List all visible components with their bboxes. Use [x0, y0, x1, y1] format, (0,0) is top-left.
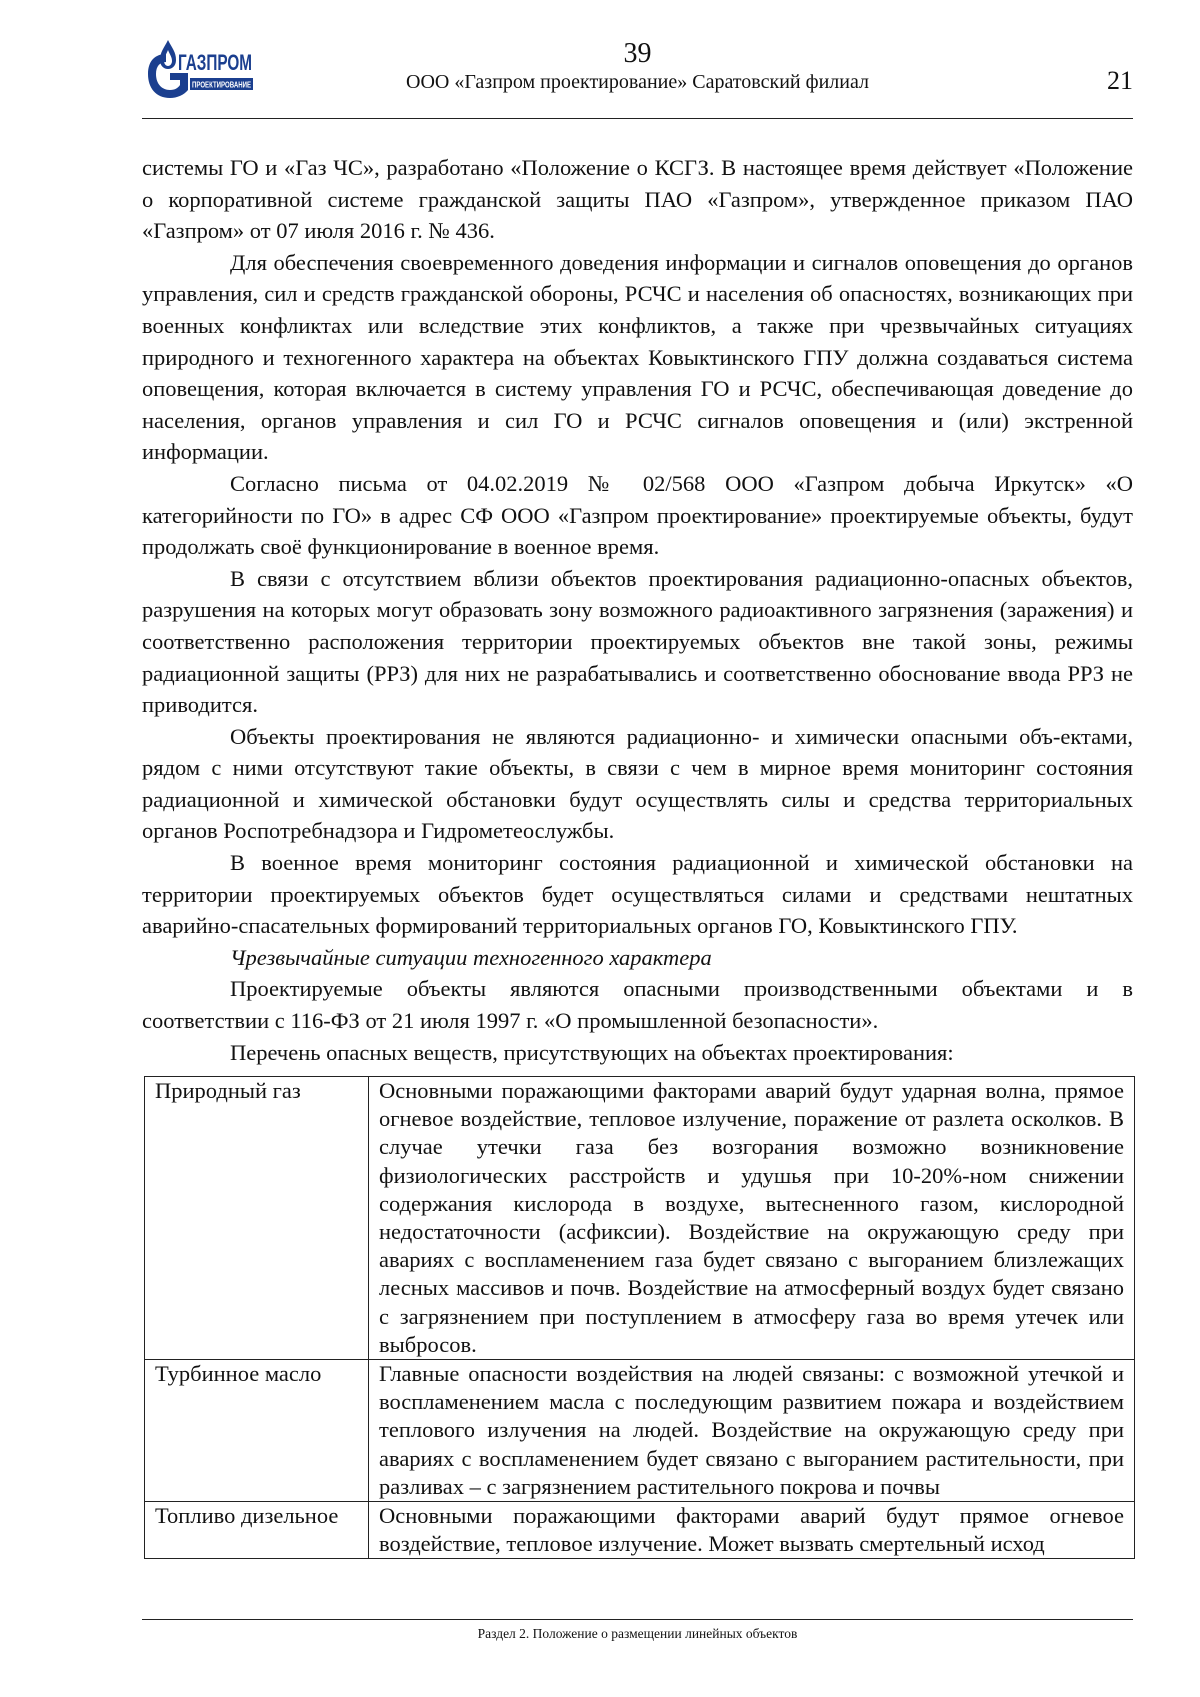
table-caption: Перечень опасных веществ, присутствующих на объектах проектирования: [230, 1039, 954, 1065]
table-row [145, 1502, 1135, 1559]
substance-cell: Топливо дизельное [145, 1502, 369, 1559]
paragraph: Проектируемые объекты являются опасными производственными объектами и в соответствии с 116-ФЗ от 21 июля 1997 г. «О промышленной безопасности». [142, 976, 1133, 1034]
document-body [142, 152, 1133, 1068]
page-footer: Раздел 2. Положение о размещении линейных объектов [142, 1619, 1133, 1642]
description-cell: Основными поражающими факторами аварий будут ударная волна, прямое огневое воздействие, тепловое излучение, поражение от разлета осколков. В случае утечки газа без возгорания возможно возникновение физиологических расстройств и удушья при 10-20%-ном снижении содержания кислорода в воздухе, вытесненного газом, кислородной недостаточности (асфиксии). Воздействие на окружающую среду при авариях с воспламенением газа будет связано с выгоранием близлежащих лесных массивов и почв. Воздействие на атмосферный воздух будет связано с загрязнением при поступлением в атмосферу газа во время утечек или выбросов. [369, 1077, 1135, 1360]
hazardous-substances-table [144, 1076, 1135, 1559]
paragraph: Для обеспечения своевременного доведения информации и сигналов оповещения до органов управления, сил и средств гражданской обороны, РСЧС и населения об опасностях, возникающих при военных конфликтах или вследствие этих конфликтов, а также при чрезвычайных ситуациях природного и техногенного характера на объектах Ковыктинского ГПУ должна создаваться система оповещения, которая включается в систему управления ГО и РСЧС, обеспечивающая доведение до населения, органов управления и сил ГО и РСЧС сигналов оповещения и (или) экстренной информации. [142, 249, 1133, 465]
paragraph: В связи с отсутствием вблизи объектов проектирования радиационно-опасных объектов, разрушения на которых могут образовать зону возможного радиоактивного загрязнения (заражения) и соответственно расположения территории проектируемых объектов вне такой зоны, режимы радиационной защиты (РРЗ) для них не разрабатывались и соответственно обоснование ввода РРЗ не приводится. [142, 565, 1133, 718]
table-row [145, 1360, 1135, 1502]
substance-cell: Природный газ [145, 1077, 369, 1360]
description-cell: Основными поражающими факторами аварий будут прямое огневое воздействие, тепловое излучение. Может вызвать смертельный исход [369, 1502, 1135, 1559]
paragraph: системы ГО и «Газ ЧС», разработано «Положение о КСГЗ. В настоящее время действует «Положение о корпоративной системе гражданской защиты ПАО «Газпром», утвержденное приказом ПАО «Газпром» от 07 июля 2016 г. № 436. [142, 155, 1133, 244]
logo-text: ГАЗПРОМ [178, 50, 252, 75]
page-header [142, 28, 1133, 119]
page-number-top: 39 [623, 38, 652, 69]
logo-subtext: ПРОЕКТИРОВАНИЕ [192, 80, 252, 90]
paragraph: Объекты проектирования не являются радиационно- и химически опасными объ-ектами, рядом с ними отсутствуют такие объекты, в связи с чем в мирное время мониторинг состояния радиационной и химической обстановки будут осуществлять силы и средства территориальных органов Роспотребнадзора и Гидрометеослужбы. [142, 723, 1133, 844]
substance-cell: Турбинное масло [145, 1360, 369, 1502]
table-row [145, 1077, 1135, 1360]
sheet-number: 21 [1107, 66, 1133, 95]
description-cell: Главные опасности воздействия на людей связаны: с возможной утечкой и воспламенением масла с последующим развитием пожара и воздействием теплового излучения на людей. Воздействие на окружающую среду при авариях с воспламенением будет связано с выгоранием растительности, при разливах – с загрязнением растительного покрова и почвы [369, 1360, 1135, 1502]
paragraph: Согласно письма от 04.02.2019 № 02/568 ООО «Газпром добыча Иркутск» «О категорийности по ГО» в адрес СФ ООО «Газпром проектирование» проектируемые объекты, будут продолжать своё функционирование в военное время. [142, 470, 1133, 560]
paragraph: В военное время мониторинг состояния радиационной и химической обстановки на территории проектируемых объектов будет осуществляться силами и средствами нештатных аварийно-спасательных формирований территориальных органов ГО, Ковыктинского ГПУ. [142, 850, 1133, 939]
section-subheading: Чрезвычайные ситуации техногенного характера [230, 944, 712, 970]
organization-name: ООО «Газпром проектирование» Саратовский филиал [406, 71, 869, 93]
